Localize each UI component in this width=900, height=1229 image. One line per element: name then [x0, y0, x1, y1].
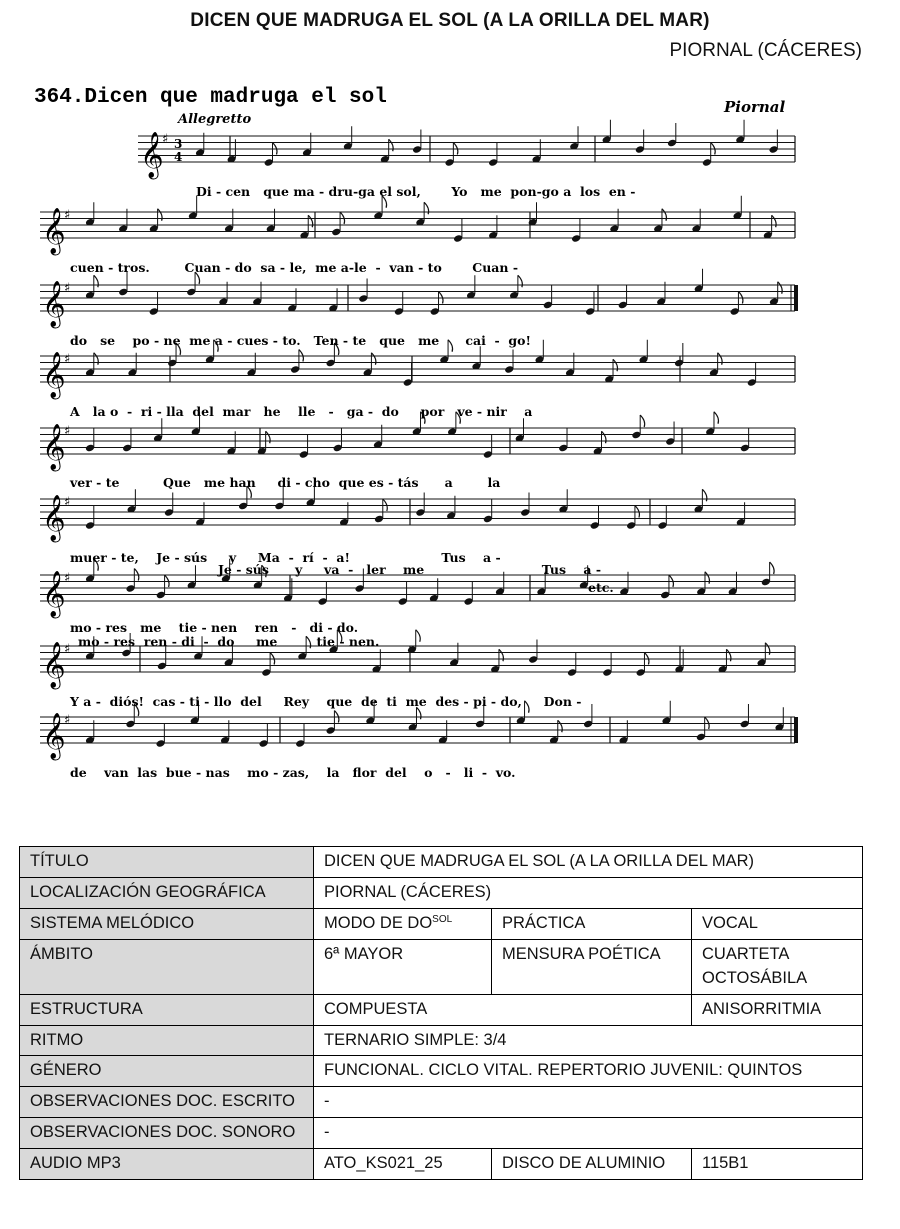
key-sharp-icon: ♯: [64, 642, 71, 657]
row-label-localizacion: LOCALIZACIÓN GEOGRÁFICA: [20, 877, 314, 908]
row-value-obs-sonoro: -: [314, 1118, 863, 1149]
score-heading: 364.Dicen que madruga el sol: [34, 86, 387, 109]
row-value-titulo: DICEN QUE MADRUGA EL SOL (A LA ORILLA DEL MAR): [314, 847, 863, 878]
row-label-ambito: ÁMBITO: [20, 939, 314, 994]
table-row: [20, 1149, 863, 1180]
row-label-obs-escrito: OBSERVACIONES DOC. ESCRITO: [20, 1087, 314, 1118]
treble-clef-icon: 𝄞: [42, 495, 66, 541]
row-value-mensura: CUARTETA OCTOSÁBILA: [692, 939, 863, 994]
staff: [138, 120, 795, 180]
row-label-disco: DISCO DE ALUMINIO: [492, 1149, 692, 1180]
table-row: [20, 1025, 863, 1056]
row-label-ritmo: RITMO: [20, 1025, 314, 1056]
final-bar: [794, 285, 798, 311]
table-row: [20, 994, 863, 1025]
row-value-obs-escrito: -: [314, 1087, 863, 1118]
treble-clef-icon: 𝄞: [42, 424, 66, 470]
row-label-genero: GÉNERO: [20, 1056, 314, 1087]
lyric-line: mo - res me tie - nen ren - di - do.: [70, 620, 359, 635]
treble-clef-icon: 𝄞: [42, 208, 66, 254]
etc-label: etc.: [588, 580, 614, 595]
row-value-ambito: 6ª MAYOR: [314, 939, 492, 994]
staff: [40, 483, 795, 543]
lyric-line: cuen - tros. Cuan - do sa - le, me a-le - van - to Cuan -: [70, 260, 519, 275]
note-flag: [714, 412, 719, 424]
score-place: Piornal: [724, 98, 786, 116]
key-sharp-icon: ♯: [64, 713, 71, 728]
sistema-value-text: MODO DE DO: [324, 913, 433, 932]
note-flag: [416, 630, 421, 642]
staff: [40, 412, 795, 472]
treble-clef-icon: 𝄞: [42, 352, 66, 398]
lyric-line: ver - te Que me han di - cho que es - tás a la: [70, 475, 501, 490]
score-svg: [30, 72, 830, 792]
row-label-mensura: MENSURA POÉTICA: [492, 939, 692, 994]
lyric-line-alt: mo - res ren - di - do me tie - nen.: [78, 634, 380, 649]
key-sharp-icon: ♯: [64, 352, 71, 367]
row-label-practica: PRÁCTICA: [492, 908, 692, 939]
treble-clef-icon: 𝄞: [42, 642, 66, 688]
row-label-estructura: ESTRUCTURA: [20, 994, 314, 1025]
document-location: PIORNAL (CÁCERES): [669, 40, 862, 61]
sistema-value-sup: SOL: [432, 913, 453, 925]
row-value-anisorritmia: ANISORRITMIA: [692, 994, 863, 1025]
music-score: [30, 72, 830, 792]
row-value-sistema: [314, 908, 492, 939]
time-signature: 4: [174, 150, 183, 164]
table-row: [20, 1118, 863, 1149]
lyric-line-alt: Je - sús y va - ler me Tus a -: [218, 562, 602, 577]
lyric-line: do se po - ne me a - cues - to. Ten - te que me cai - go!: [70, 333, 531, 348]
table-row: [20, 939, 863, 994]
staff: [40, 701, 798, 761]
staves-group: [40, 120, 798, 780]
treble-clef-icon: 𝄞: [42, 281, 66, 327]
document-title: DICEN QUE MADRUGA EL SOL (A LA ORILLA DEL MAR): [190, 10, 710, 31]
metadata-table: [19, 846, 863, 1180]
table-row: [20, 847, 863, 878]
row-label-sistema: SISTEMA MELÓDICO: [20, 908, 314, 939]
row-label-audio: AUDIO MP3: [20, 1149, 314, 1180]
treble-clef-icon: 𝄞: [42, 571, 66, 617]
row-value-audio: ATO_KS021_25: [314, 1149, 492, 1180]
row-label-titulo: TÍTULO: [20, 847, 314, 878]
row-value-genero: FUNCIONAL. CICLO VITAL. REPERTORIO JUVENIL: QUINTOS: [314, 1056, 863, 1087]
row-value-disco: 115B1: [692, 1149, 863, 1180]
staff: [40, 269, 798, 329]
time-signature: 3: [174, 137, 183, 151]
table-row: [20, 908, 863, 939]
table-row: [20, 1056, 863, 1087]
staff: [40, 196, 795, 256]
table-row: [20, 877, 863, 908]
key-sharp-icon: ♯: [64, 495, 71, 510]
row-label-obs-sonoro: OBSERVACIONES DOC. SONORO: [20, 1118, 314, 1149]
lyric-line: muer - te, Je - sús y Ma - rí - a! Tus a -: [70, 550, 501, 565]
staff: [40, 340, 795, 400]
key-sharp-icon: ♯: [64, 281, 71, 296]
key-sharp-icon: ♯: [162, 132, 169, 147]
treble-clef-icon: 𝄞: [140, 132, 164, 178]
note-flag: [640, 415, 645, 427]
lyric-line: de van las bue - nas mo - zas, la flor del o - li - vo.: [70, 765, 516, 780]
note-flag: [770, 562, 775, 574]
lyric-line: Y a - diós! cas - ti - llo del Rey que de ti me des - pi - do, Don -: [70, 694, 582, 709]
tempo-marking: Allegretto: [178, 112, 252, 127]
table-row: [20, 1087, 863, 1118]
lyric-line: A la o - ri - lla del mar he lle - ga - do por ve - nir a: [70, 404, 533, 419]
row-value-localizacion: PIORNAL (CÁCERES): [314, 877, 863, 908]
row-value-ritmo: TERNARIO SIMPLE: 3/4: [314, 1025, 863, 1056]
key-sharp-icon: ♯: [64, 571, 71, 586]
treble-clef-icon: 𝄞: [42, 713, 66, 759]
row-value-practica: VOCAL: [692, 908, 863, 939]
key-sharp-icon: ♯: [64, 424, 71, 439]
lyric-line: Di - cen que ma - dru-ga el sol, Yo me pon-go a los en -: [196, 184, 636, 199]
key-sharp-icon: ♯: [64, 208, 71, 223]
row-value-estructura: COMPUESTA: [314, 994, 692, 1025]
final-bar: [794, 717, 798, 743]
